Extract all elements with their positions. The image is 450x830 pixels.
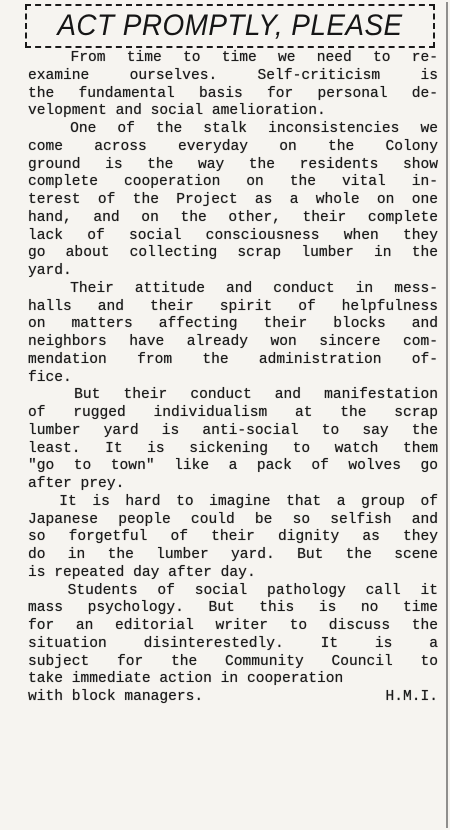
text-line: come across everyday on the Colony bbox=[28, 138, 438, 155]
text-line: But their conduct and manifestation bbox=[28, 387, 438, 404]
text-line: after prey. bbox=[28, 476, 125, 492]
text-line: do in the lumber yard. But the scene bbox=[28, 547, 438, 563]
text-line: hand, and on the other, their complete bbox=[28, 209, 438, 226]
paragraph bbox=[28, 281, 438, 388]
text-line: for an editorial writer to discuss the bbox=[28, 618, 438, 634]
text-line: Their attitude and conduct in mess- bbox=[28, 280, 438, 297]
text-line: halls and their spirit of helpfulness bbox=[28, 298, 438, 315]
text-line: Students of social pathology call it bbox=[28, 582, 438, 599]
text-line: examine ourselves. Self-criticism is bbox=[28, 67, 438, 84]
text-line: mass psychology. But this is no time bbox=[28, 600, 438, 617]
text-line: lack of social consciousness when they bbox=[28, 227, 438, 244]
headline-box bbox=[25, 4, 435, 48]
closing-row bbox=[28, 689, 438, 707]
column-rule bbox=[446, 2, 448, 828]
text-line: situation disinterestedly. It is a bbox=[28, 635, 438, 652]
text-line: subject for the Community Council to bbox=[28, 653, 438, 670]
closing-line: with block managers. bbox=[28, 689, 204, 705]
paragraph bbox=[28, 583, 438, 690]
text-line: One of the stalk inconsistencies we bbox=[28, 121, 438, 137]
byline: H.M.I. bbox=[385, 689, 438, 705]
text-line: From time to time we need to re- bbox=[28, 50, 438, 66]
paragraph bbox=[28, 387, 438, 494]
headline: ACT PROMPTLY, PLEASE bbox=[57, 9, 403, 42]
text-line: ground is the way the residents show bbox=[28, 156, 438, 173]
text-line: the fundamental basis for personal de- bbox=[28, 85, 438, 102]
text-line: least. It is sickening to watch them bbox=[28, 440, 438, 457]
text-line: go about collecting scrap lumber in the bbox=[28, 245, 438, 262]
text-line: fice. bbox=[28, 369, 72, 386]
editorial-body bbox=[28, 50, 438, 707]
text-line: yard. bbox=[28, 263, 72, 279]
text-line: neighbors have already won sincere com- bbox=[28, 334, 438, 350]
text-line: of rugged individualism at the scrap bbox=[28, 405, 438, 421]
text-line: is repeated day after day. bbox=[28, 564, 256, 581]
text-line: mendation from the administration of- bbox=[28, 351, 438, 368]
text-line: on matters affecting their blocks and bbox=[28, 316, 438, 333]
text-line: "go to town" like a pack of wolves go bbox=[28, 458, 438, 475]
text-line: lumber yard is anti-social to say the bbox=[28, 422, 438, 439]
text-line: complete cooperation on the vital in- bbox=[28, 174, 438, 191]
text-line: velopment and social amelioration. bbox=[28, 103, 326, 120]
paragraph bbox=[28, 494, 438, 583]
paragraph bbox=[28, 121, 438, 281]
text-line: so forgetful of their dignity as they bbox=[28, 529, 438, 546]
text-line: terest of the Project as a whole on one bbox=[28, 192, 438, 208]
paragraph bbox=[28, 50, 438, 121]
text-line: It is hard to imagine that a group of bbox=[28, 493, 438, 510]
text-line: take immediate action in cooperation bbox=[28, 671, 344, 688]
text-line: Japanese people could be so selfish and bbox=[28, 511, 438, 528]
